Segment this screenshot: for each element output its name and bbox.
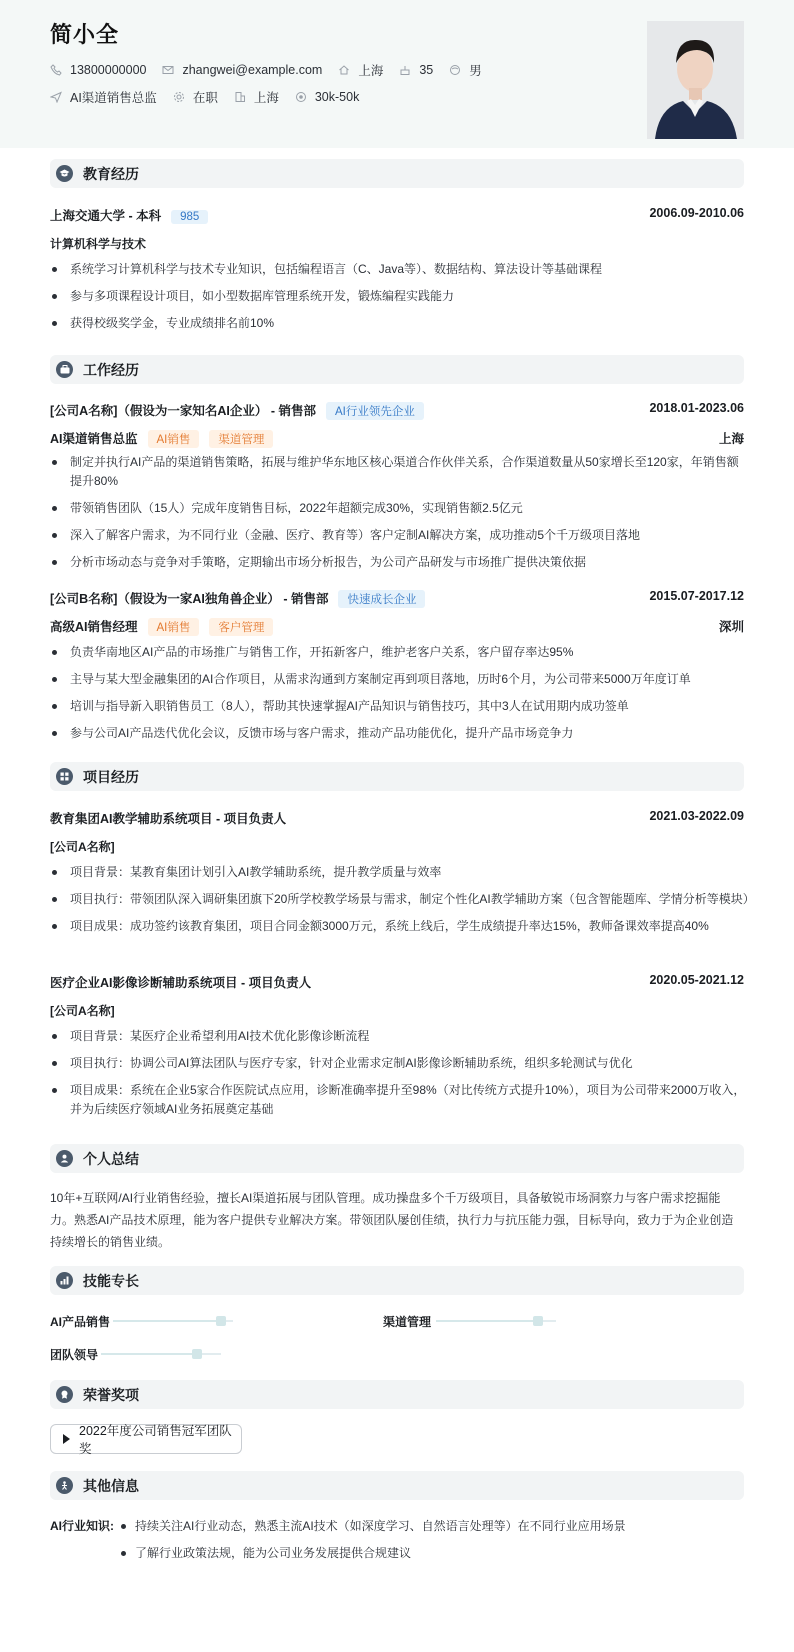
section-education bbox=[50, 159, 744, 188]
email-info bbox=[162, 63, 322, 77]
skill-bar-knob bbox=[216, 1316, 226, 1326]
work-role-b bbox=[50, 617, 273, 636]
education-date: 2006.09-2010.06 bbox=[649, 206, 744, 220]
work-bullets-a bbox=[50, 453, 750, 580]
company-tag: 快速成长企业 bbox=[338, 590, 425, 608]
school-tag: 985 bbox=[171, 210, 208, 224]
education-bullets bbox=[50, 260, 750, 341]
project-date-b: 2020.05-2021.12 bbox=[649, 973, 744, 987]
job-intent-row bbox=[50, 88, 375, 106]
work-role-a bbox=[50, 429, 273, 448]
list-item: 项目背景：某医疗企业希望利用AI技术优化影像诊断流程 bbox=[50, 1027, 750, 1046]
profile-photo bbox=[647, 21, 744, 139]
list-item: 带领销售团队（15人）完成年度销售目标，2022年超额完成30%，实现销售额2.5亿元 bbox=[50, 499, 750, 518]
section-summary bbox=[50, 1144, 744, 1173]
list-item: 分析市场动态与竞争对手策略，定期输出市场分析报告，为公司产品研发与市场推广提供决策依据 bbox=[50, 553, 750, 572]
section-title: 工作经历 bbox=[83, 361, 139, 378]
company-tag: AI行业领先企业 bbox=[326, 402, 424, 420]
award-text: 2022年度公司销售冠军团队奖 bbox=[79, 1424, 232, 1456]
coin-icon bbox=[295, 91, 307, 103]
school-name: 上海交通大学 - 本科 bbox=[50, 209, 162, 223]
list-item: 了解行业政策法规，能为公司业务发展提供合规建议 bbox=[117, 1544, 626, 1563]
salary-info bbox=[295, 90, 359, 104]
project-company-a: [公司A名称] bbox=[50, 840, 115, 854]
location-info bbox=[338, 61, 383, 79]
role-tag: 渠道管理 bbox=[209, 430, 273, 448]
position-text: AI渠道销售总监 bbox=[70, 91, 157, 105]
education-school bbox=[50, 206, 208, 224]
send-icon bbox=[50, 91, 62, 103]
location-text: 上海 bbox=[358, 64, 384, 78]
gear-icon bbox=[173, 91, 185, 103]
user-icon bbox=[56, 1150, 73, 1167]
work-company-a bbox=[50, 401, 424, 420]
list-item: 主导与某大型金融集团的AI合作项目，从需求沟通到方案制定再到项目落地，历时6个月，为公司带来5000万年度订单 bbox=[50, 670, 750, 689]
skill-name: 渠道管理 bbox=[383, 1315, 432, 1329]
status-text: 在职 bbox=[192, 91, 218, 105]
person-run-icon bbox=[56, 1477, 73, 1494]
project-bullets-a bbox=[50, 863, 755, 944]
skill-bar-fill bbox=[113, 1320, 221, 1322]
building-icon bbox=[234, 91, 246, 103]
section-title: 荣誉奖项 bbox=[83, 1386, 139, 1403]
work-date-a: 2018.01-2023.06 bbox=[649, 401, 744, 415]
other-label: AI行业知识: bbox=[50, 1519, 114, 1533]
section-title: 其他信息 bbox=[83, 1477, 139, 1494]
play-icon bbox=[63, 1434, 70, 1444]
work-bullets-b bbox=[50, 643, 750, 751]
list-item: 获得校级奖学金，专业成绩排名前10% bbox=[50, 314, 750, 333]
medal-icon bbox=[56, 1386, 73, 1403]
work-company-b bbox=[50, 589, 425, 608]
role-name: 高级AI销售经理 bbox=[50, 620, 138, 634]
list-item: 项目执行：协调公司AI算法团队与医疗专家，针对企业需求定制AI影像诊断辅助系统，组织多轮测试与优化 bbox=[50, 1054, 750, 1073]
city-info bbox=[234, 88, 279, 106]
grid-icon bbox=[56, 768, 73, 785]
project-title-b: 医疗企业AI影像诊断辅助系统项目 - 项目负责人 bbox=[50, 976, 312, 990]
section-skills bbox=[50, 1266, 744, 1295]
list-item: 项目执行：带领团队深入调研集团旗下20所学校教学场景与需求，制定个性化AI教学辅助方案（包含智能题库、学情分析等模块） bbox=[50, 890, 750, 909]
gender-info bbox=[449, 61, 482, 79]
section-other bbox=[50, 1471, 744, 1500]
resume-header bbox=[0, 0, 794, 148]
project-bullets-b bbox=[50, 1027, 750, 1127]
skill-bar-fill bbox=[436, 1320, 538, 1322]
other-list bbox=[117, 1517, 626, 1571]
list-item: 系统学习计算机科学与技术专业知识，包括编程语言（C、Java等）、数据结构、算法设计等基础课程 bbox=[50, 260, 750, 279]
candidate-name: 简小全 bbox=[50, 22, 120, 47]
skill-bar-knob bbox=[192, 1349, 202, 1359]
cake-icon bbox=[399, 64, 411, 76]
list-item: 参与多项课程设计项目，如小型数据库管理系统开发，锻炼编程实践能力 bbox=[50, 287, 750, 306]
work-date-b: 2015.07-2017.12 bbox=[649, 589, 744, 603]
city-text: 上海 bbox=[253, 91, 279, 105]
section-work bbox=[50, 355, 744, 384]
list-item: 项目背景：某教育集团计划引入AI教学辅助系统，提升教学质量与效率 bbox=[50, 863, 750, 882]
role-tag: 客户管理 bbox=[209, 618, 273, 636]
phone-info bbox=[50, 63, 146, 77]
project-company-b: [公司A名称] bbox=[50, 1004, 115, 1018]
education-major: 计算机科学与技术 bbox=[50, 237, 147, 251]
status-info bbox=[173, 88, 218, 106]
work-city-b: 深圳 bbox=[718, 620, 744, 634]
section-title: 项目经历 bbox=[83, 768, 139, 785]
list-item: 项目成果：成功签约该教育集团，项目合同金额3000万元，系统上线后，学生成绩提升率达15%，教师备课效率提高40% bbox=[50, 917, 750, 936]
home-icon bbox=[338, 64, 350, 76]
list-item: 制定并执行AI产品的渠道销售策略，拓展与维护华东地区核心渠道合作伙伴关系，合作渠道数量从50家增长至120家，年销售额提升80% bbox=[50, 453, 750, 491]
company-name: [公司B名称]（假设为一家AI独角兽企业） - 销售部 bbox=[50, 592, 329, 606]
chart-icon bbox=[56, 1272, 73, 1289]
skill-bar-fill bbox=[101, 1353, 197, 1355]
role-tag: AI销售 bbox=[148, 618, 200, 636]
phone-text: 13800000000 bbox=[70, 63, 147, 77]
project-date-a: 2021.03-2022.09 bbox=[649, 809, 744, 823]
work-city-a: 上海 bbox=[718, 432, 744, 446]
salary-text: 30k-50k bbox=[314, 90, 360, 104]
age-info bbox=[399, 63, 433, 77]
role-tag: AI销售 bbox=[148, 430, 200, 448]
list-item: 参与公司AI产品迭代优化会议，反馈市场与客户需求，推动产品功能优化，提升产品市场竞争力 bbox=[50, 724, 750, 743]
list-item: 项目成果：系统在企业5家合作医院试点应用，诊断准确率提升至98%（对比传统方式提升10%），项目为公司带来2000万收入，并为后续医疗领域AI业务拓展奠定基础 bbox=[50, 1081, 750, 1119]
skill-name: AI产品销售 bbox=[50, 1315, 111, 1329]
gender-text: 男 bbox=[469, 64, 482, 78]
email-text: zhangwei@example.com bbox=[182, 63, 323, 77]
section-title: 教育经历 bbox=[83, 165, 139, 182]
section-projects bbox=[50, 762, 744, 791]
list-item: 负责华南地区AI产品的市场推广与销售工作，开拓新客户，维护老客户关系，客户留存率达95% bbox=[50, 643, 750, 662]
role-name: AI渠道销售总监 bbox=[50, 432, 138, 446]
graduation-cap-icon bbox=[56, 165, 73, 182]
age-text: 35 bbox=[419, 63, 434, 77]
skill-bar bbox=[101, 1353, 221, 1355]
section-title: 个人总结 bbox=[83, 1150, 139, 1167]
skill-bar bbox=[436, 1320, 556, 1322]
section-title: 技能专长 bbox=[83, 1272, 139, 1289]
skill-bar-knob bbox=[533, 1316, 543, 1326]
briefcase-icon bbox=[56, 361, 73, 378]
project-title-a: 教育集团AI教学辅助系统项目 - 项目负责人 bbox=[50, 812, 287, 826]
summary-text: 10年+互联网/AI行业销售经验，擅长AI渠道拓展与团队管理。成功操盘多个千万级项目，具备敏锐市场洞察力与客户需求挖掘能力。熟悉AI产品技术原理，能为客户提供专业解决方案。带领团队屡创佳绩，执行力与抗压能力强，目标导向，致力于为企业创造持续增长的销售业绩。 bbox=[50, 1191, 734, 1249]
position-info bbox=[50, 88, 157, 106]
gender-icon bbox=[449, 64, 461, 76]
phone-icon bbox=[50, 64, 62, 76]
award-item[interactable] bbox=[50, 1424, 242, 1454]
mail-icon bbox=[162, 64, 174, 76]
list-item: 持续关注AI行业动态，熟悉主流AI技术（如深度学习、自然语言处理等）在不同行业应用场景 bbox=[117, 1517, 626, 1536]
contact-row bbox=[50, 61, 498, 79]
skill-bar bbox=[113, 1320, 233, 1322]
list-item: 培训与指导新入职销售员工（8人），帮助其快速掌握AI产品知识与销售技巧，其中3人在试用期内成功签单 bbox=[50, 697, 750, 716]
section-honors bbox=[50, 1380, 744, 1409]
company-name: [公司A名称]（假设为一家知名AI企业） - 销售部 bbox=[50, 404, 316, 418]
skill-name: 团队领导 bbox=[50, 1348, 99, 1362]
list-item: 深入了解客户需求，为不同行业（金融、医疗、教育等）客户定制AI解决方案，成功推动5个千万级项目落地 bbox=[50, 526, 750, 545]
